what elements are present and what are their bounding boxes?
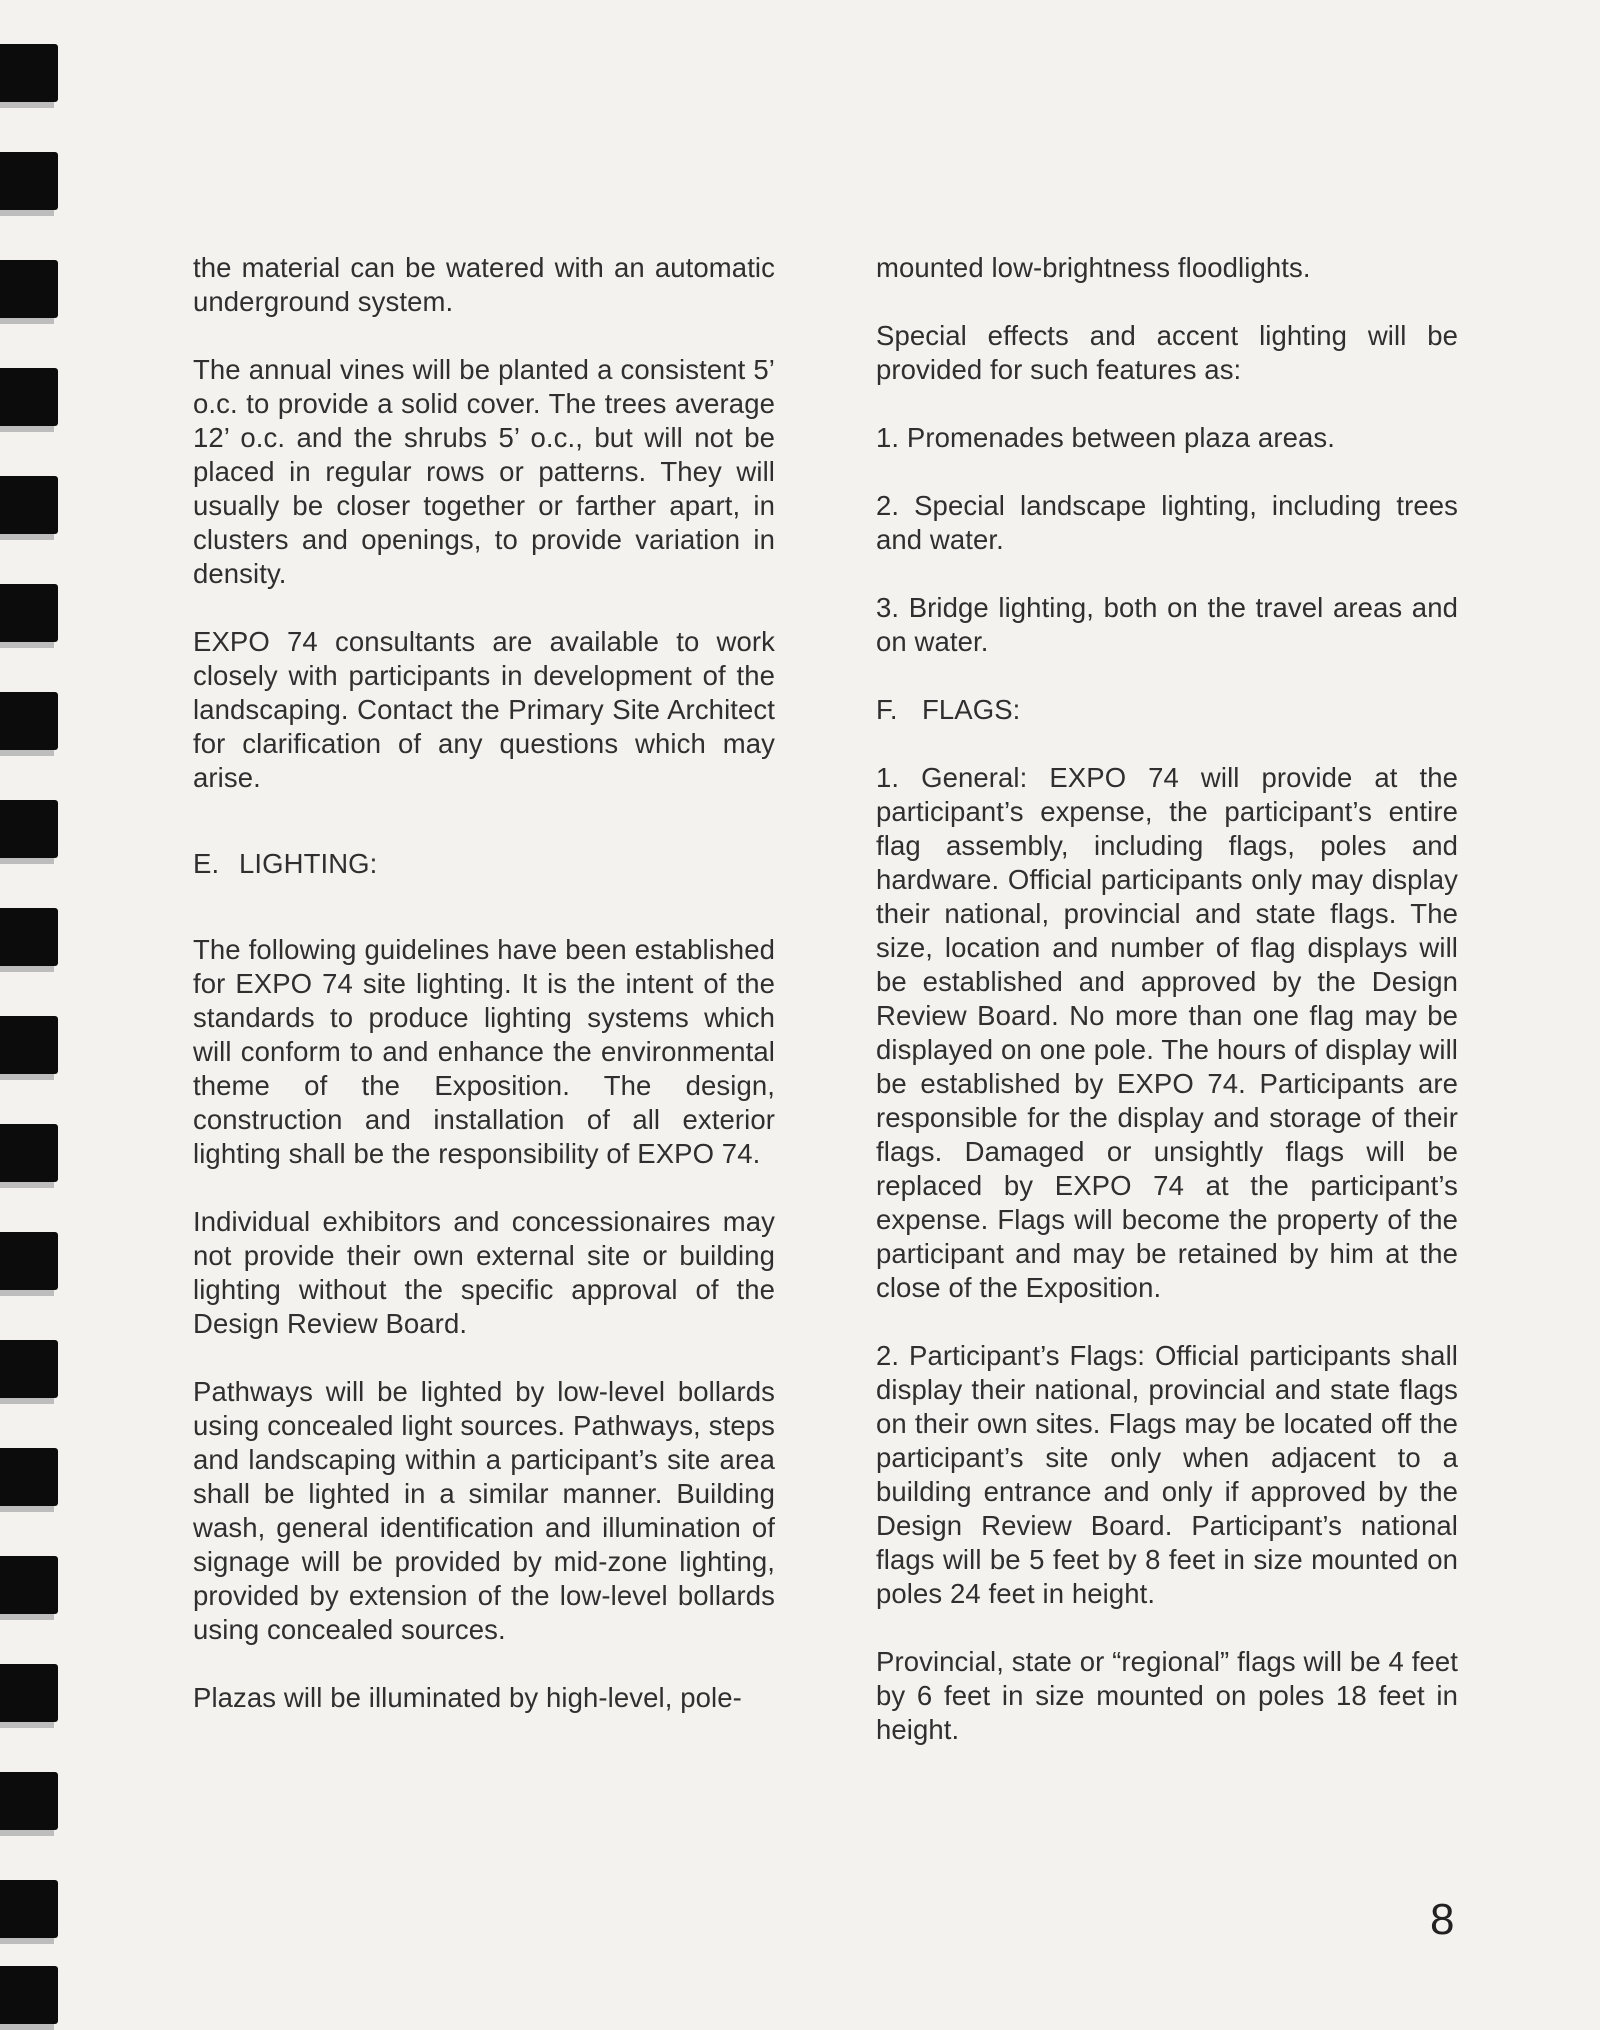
paragraph: Pathways will be lighted by low-level bollards using concealed light sources. Pathways, steps and landscaping within a participant’s site area shall be lighted in a similar manner. Building wash, general identification and illumination of signage will be provided by mid-zone lighting, provided by extension of the low-level bollards using concealed sources. <box>193 1376 775 1645</box>
paragraph: Special effects and accent lighting will be provided for such features as: <box>876 320 1458 385</box>
spiral-binding <box>0 0 70 2014</box>
right-column <box>876 251 1458 1781</box>
section-heading-flags <box>876 693 1458 727</box>
section-letter: E. <box>193 848 220 879</box>
binding-bar <box>0 1232 58 1290</box>
binding-bar <box>0 800 58 858</box>
binding-bar <box>0 1448 58 1506</box>
paragraph: Individual exhibitors and concessionaires may not provide their own external site or building lighting without the specific approval of the Design Review Board. <box>193 1206 775 1339</box>
paragraph: 1. General: EXPO 74 will provide at the participant’s expense, the participant’s entire flag assembly, including flags, poles and hardware. Official participants only may display their national, provincial and state flags. The size, location and number of flag displays will be established and approved by the Design Review Board. No more than one flag may be displayed on one pole. The hours of display will be established by EXPO 74. Participants are responsible for the display and storage of their flags. Damaged or unsightly flags will be replaced by EXPO 74 at the participant’s expense. Flags will become the property of the participant and may be retained by him at the close of the Exposition. <box>876 762 1458 1303</box>
paragraph: EXPO 74 consultants are available to work closely with participants in development of the landscaping. Contact the Primary Site Architect for clarification of any questions which may arise. <box>193 626 775 793</box>
binding-bar <box>0 1966 58 2024</box>
section-title: LIGHTING: <box>239 848 378 879</box>
binding-bar <box>0 1772 58 1830</box>
binding-bar <box>0 692 58 750</box>
binding-bar <box>0 476 58 534</box>
paragraph: Plazas will be illuminated by high-level, pole- <box>193 1682 742 1713</box>
binding-bar <box>0 44 58 102</box>
paragraph: 2. Participant’s Flags: Official participants shall display their national, provincial and state flags on their own sites. Flags may be located off the participant’s site only when adjacent to a building entrance and only if approved by the Design Review Board. Participant’s national flags will be 5 feet by 8 feet in size mounted on poles 24 feet in height. <box>876 1340 1458 1609</box>
list-item: 1. Promenades between plaza areas. <box>876 422 1335 453</box>
paragraph: the material can be watered with an automatic underground system. <box>193 252 775 317</box>
paragraph: Provincial, state or “regional” flags will be 4 feet by 6 feet in size mounted on poles 18 feet in height. <box>876 1646 1458 1745</box>
binding-bar <box>0 1016 58 1074</box>
binding-bar <box>0 1880 58 1938</box>
binding-bar <box>0 908 58 966</box>
section-letter: F. <box>876 694 898 725</box>
section-heading-lighting <box>193 847 775 881</box>
binding-bar <box>0 260 58 318</box>
binding-bar <box>0 368 58 426</box>
binding-bar <box>0 1556 58 1614</box>
paragraph: The annual vines will be planted a consistent 5’ o.c. to provide a solid cover. The trees average 12’ o.c. and the shrubs 5’ o.c., but will not be placed in regular rows or patterns. They will usually be closer together or farther apart, in clusters and openings, to provide variation in density. <box>193 354 775 589</box>
list-item: 3. Bridge lighting, both on the travel areas and on water. <box>876 592 1458 657</box>
paragraph: The following guidelines have been established for EXPO 74 site lighting. It is the intent of the standards to produce lighting systems which will conform to and enhance the environmental theme of the Exposition. The design, construction and installation of all exterior lighting shall be the responsibility of EXPO 74. <box>193 934 775 1169</box>
section-title: FLAGS: <box>922 694 1021 725</box>
list-item: 2. Special landscape lighting, including trees and water. <box>876 490 1458 555</box>
binding-bar <box>0 1124 58 1182</box>
binding-bar <box>0 584 58 642</box>
left-column <box>193 251 775 1749</box>
binding-bar <box>0 152 58 210</box>
binding-bar <box>0 1664 58 1722</box>
paragraph: mounted low-brightness floodlights. <box>876 252 1311 283</box>
page-number: 8 <box>1430 1895 1455 1944</box>
binding-bar <box>0 1340 58 1398</box>
